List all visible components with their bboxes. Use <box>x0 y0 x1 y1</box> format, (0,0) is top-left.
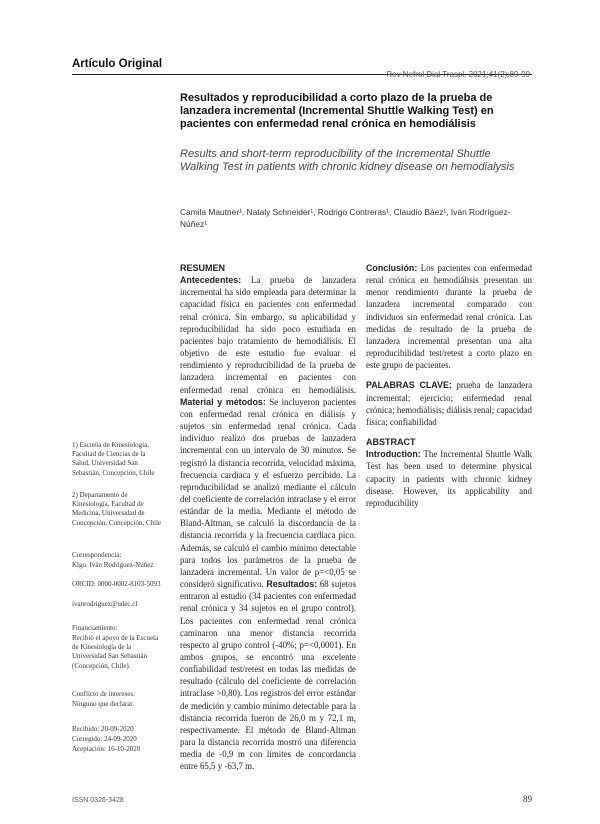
antecedentes-label: Antecedentes: <box>180 275 242 286</box>
correspondence-email[interactable]: ivanrodriguez@udec.cl <box>72 600 138 608</box>
funding-label: Financiamiento: <box>72 624 118 632</box>
metodos-text: Se incluyeron pacientes con enfermedad renal crónica en diálisis y sujetos sin enfermedad renal crónica. Cada individuo realizó dos pruebas de lanzadera incremental con un intervalo de 30 minutos. Se registró la distancia recorrida, velocidad máxima, frecuencia cardiaca y el esfuerzo percibido. La reproducibilidad se analizó mediante el cálculo del coeficiente de correlación intraclase y el error estándar de la media. Mediante el método de Bland-Altman, se calculó la discordancia de la distancia recorrida y la frecuencia cardiaca pico. Además, se calculó el cambio mínimo detectable para todos los parámetros de la prueba de lanzadera incremental. Un valor de p=<0,05 se consideró significativo. <box>180 396 356 590</box>
abstract-column-2 <box>366 262 532 509</box>
orcid: ORCID: 0000-0002-8103-5093 <box>72 580 161 588</box>
introduction-label: Introduction: <box>366 449 421 460</box>
affiliation-2: 2) Departamento de Kinesiología, Facultad de Medicina, Universidad de Concepción, Concepción, Chile <box>72 491 162 527</box>
section-label: Artículo Original <box>72 58 163 70</box>
keywords <box>366 379 532 428</box>
abstract-heading: ABSTRACT <box>366 437 416 448</box>
resultados-label: Resultados: <box>266 579 318 590</box>
journal-reference: Rev Nefrol Dial Traspl. 2021;41(2):89-99 <box>386 70 530 79</box>
antecedentes-text: La prueba de lanzadera incremental ha sido empleada para determinar la capacidad física en pacientes con enfermedad renal crónica. Sin embargo, su aplicabilidad y reproducibilidad ha sido poco estudiada en pacientes bajo tratamiento de hemodiálisis. El objetivo de este estudio fue evaluar el rendimiento y reproducibilidad de la prueba de lanzadera incremental en pacientes con enfermedad renal crónica en hemodiálisis. <box>180 275 356 395</box>
metodos-label: Material y métodos: <box>180 396 266 407</box>
resultados-text: 68 sujetos entraron al estudio (34 pacientes con enfermedad renal crónica y 34 sujetos en el grupo control). Los pacientes con enfermedad renal crónica caminaron una menor distancia recorrida respecto al grupo control (-40%; p=<0,0001). En ambos grupos, se encontró una excelente confiabilidad test/retest en todas las medidas de resultado (cálculo del coeficiente de correlación intraclase >0,80). Los registros del error estándar de medición y cambio mínimo detectable para la distancia recorrida fueron de 26,0 m y 72,1 m, respectivamente. El método de Bland-Altman para la distancia recorrida mostró una diferencia media de -0,9 m con límites de concordancia entre 65,5 y -63,7 m. <box>180 579 357 772</box>
correspondence-name: Klgo. Iván Rodríguez-Núñez <box>72 561 154 569</box>
funding-text: Recibió el apoyo de la Escuela de Kinesiología de la Universidad San Sebastián (Concepción, Chile). <box>72 634 159 670</box>
conclusion-text: Los pacientes con enfermedad renal crónica en hemodiálisis presentan un menor rendimiento durante la prueba de lanzadera incremental comparado con individuos sin enfermedad renal crónica. Las medidas de resultado de la prueba de lanzadera incremental presentan una alta reproducibilidad test/retest a corto plazo en este grupo de pacientes. <box>366 263 532 371</box>
received-date: Recibido: 20-09-2020 <box>72 725 134 733</box>
issn: ISSN 0326-3428 <box>72 797 124 804</box>
resumen-heading: RESUMEN <box>180 263 226 273</box>
author-list: Camila Mautner¹, Nataly Schneider¹, Rodrigo Contreras¹, Claudio Báez¹, Iván Rodríguez-Núñez¹ <box>180 207 511 229</box>
conclusion-label: Conclusión: <box>366 263 418 273</box>
abstract-body <box>366 448 532 509</box>
page-number: 89 <box>523 794 532 804</box>
conflict-text: Ninguno que declarar. <box>72 700 135 708</box>
abstract-column-1 <box>180 262 356 773</box>
accepted-date: Aceptación: 16-10-2020 <box>72 745 141 753</box>
conflict-label: Conflicto de intereses: <box>72 690 135 698</box>
correspondence-label: Correspondencia: <box>72 551 122 559</box>
conclusion-body <box>366 262 532 371</box>
title-english: Results and short-term reproducibility of the Incremental Shuttle Walking Test in patients with chronic kidney disease on hemodialysis <box>180 148 515 173</box>
introduction-text: The Incremental Shuttle Walk Test has been used to determine physical capacity in patients with chronic kidney disease. However, its applicability and reproducibility <box>366 449 532 508</box>
title-spanish: Resultados y reproducibilidad a corto plazo de la prueba de lanzadera incremental (Incremental Shuttle Walking Test) en pacientes con enfermedad renal crónica en hemodiálisis <box>180 92 494 130</box>
affiliation-1: 1) Escuela de Kinesiología, Facultad de Ciencias de la Salud, Universidad San Sebastián, Concepción, Chile <box>72 441 155 477</box>
keywords-label: PALABRAS CLAVE: <box>366 380 452 391</box>
corrected-date: Corregido: 24-09-2020 <box>72 735 137 743</box>
keywords-text: prueba de lanzadera incremental; ejercicio; enfermedad renal crónica; hemodiálisis; diálisis renal; capacidad física; confiabilidad <box>366 380 533 427</box>
resumen-body <box>180 274 356 772</box>
